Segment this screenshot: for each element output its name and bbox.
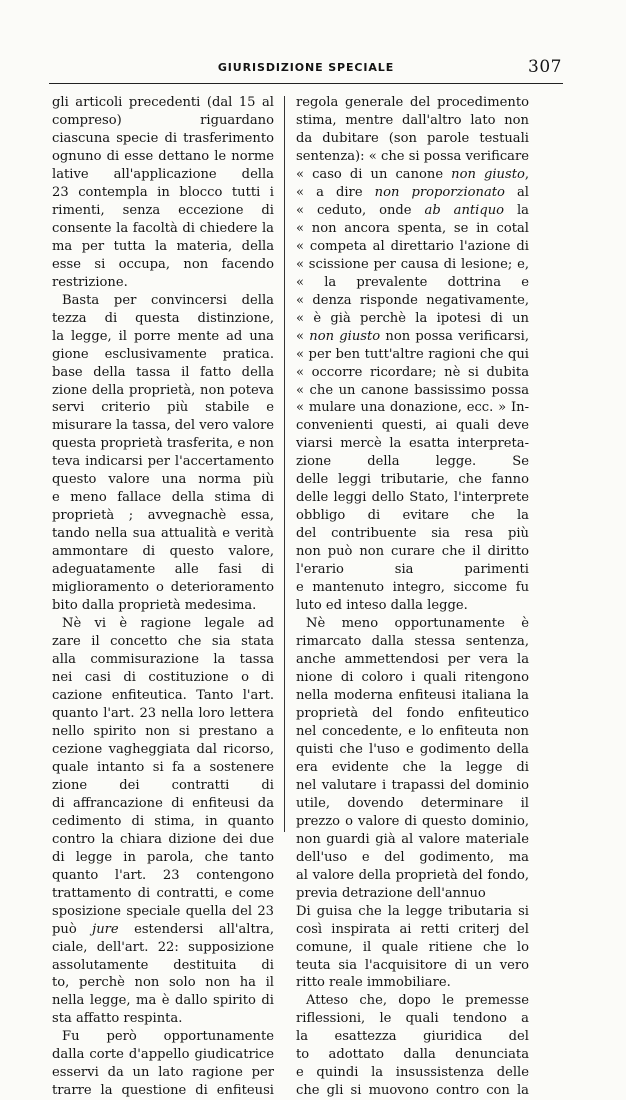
text-line: gli articoli precedenti (dal 15 al	[52, 95, 274, 110]
text-line: cedimento di stima, in quanto	[52, 813, 274, 829]
text-line: questa proprietà trasferita, e non	[52, 436, 274, 452]
text-line: ritto reale immobiliare.	[296, 975, 451, 991]
text-line: esservi da un lato ragione per	[52, 1065, 274, 1081]
text-line: ammontare di questo valore,	[52, 544, 274, 560]
text-line: utile, dovendo determinare il	[296, 795, 529, 811]
text-line: convenienti questi, ai quali deve	[296, 418, 529, 434]
text-line	[296, 328, 529, 346]
right-text-column	[296, 94, 529, 1100]
text-line: non guardi già al valore materiale	[296, 831, 529, 847]
text-line: e meno fallace della stima di	[52, 490, 274, 506]
text-line: nella legge, ma è dallo spirito di	[52, 993, 274, 1009]
text-line: riflessioni, le quali tendono a	[296, 1011, 529, 1027]
text-line: rimenti, senza eccezione di	[52, 202, 274, 218]
text-line: e quindi la insussistenza delle	[296, 1065, 529, 1081]
text-line: Nè meno opportunamente è	[306, 616, 529, 632]
text-line: teva indicarsi per l'accertamento	[52, 454, 274, 470]
text-line: nella moderna enfiteusi italiana la	[296, 687, 529, 703]
text-line: nei casi di costituzione o di	[52, 670, 274, 685]
text-line: del contribuente sia resa più	[296, 526, 529, 542]
text-line: Fu però opportunamente	[62, 1029, 274, 1045]
text-line: proprietà del fondo enfiteutico	[296, 705, 529, 721]
text-line: « competa al direttario l'azione di	[296, 238, 529, 254]
text-line: « per ben tutt'altre ragioni che qui	[296, 346, 529, 362]
text-line: nione di coloro i quali ritengono	[296, 670, 529, 685]
text-line: « non ancora spenta, se in cotal	[296, 220, 529, 236]
text-segment: estendersi all'altra,	[134, 921, 274, 937]
text-line	[296, 184, 529, 202]
text-line: cazione enfiteutica. Tanto l'art.	[52, 687, 274, 703]
text-line: miglioramento o deterioramento	[52, 580, 274, 596]
text-line: stima, mentre dall'altro lato non	[296, 112, 529, 128]
text-line: dell'uso e del godimento, ma	[296, 849, 529, 865]
left-text-column	[52, 94, 274, 1100]
text-line: « mulare una donazione, ecc. » In-	[296, 400, 529, 416]
text-line: teuta sia l'acquisitore di un vero	[296, 957, 529, 973]
text-line: e mantenuto integro, siccome fu	[296, 580, 529, 596]
text-segment: la	[516, 202, 529, 218]
text-line: Atteso che, dopo le premesse	[306, 993, 529, 1009]
text-line: quale intanto si fa a sostenere	[52, 759, 274, 775]
text-segment: « ceduto, onde	[296, 202, 425, 218]
text-line: trarre la questione di enfiteusi	[52, 1083, 274, 1099]
text-line: rimarcato dalla stessa sentenza,	[296, 634, 529, 650]
text-line: l'erario sia parimenti	[296, 562, 529, 578]
text-line: lative all'applicazione della	[52, 166, 274, 182]
text-line: obbligo di evitare che la	[296, 508, 529, 524]
text-line: Nè vi è ragione legale ad	[62, 616, 274, 632]
text-line: regola generale del procedimento	[296, 95, 529, 110]
text-line: « la prevalente dottrina e	[296, 274, 529, 290]
text-line: proprietà ; avvegnachè essa,	[52, 508, 274, 524]
text-line: Di guisa che la legge tributaria si	[296, 903, 529, 919]
text-line: Basta per convincersi della	[62, 292, 274, 308]
italic-segment: ab antiquo	[424, 202, 505, 218]
text-line: cezione vagheggiata dal ricorso,	[52, 741, 274, 757]
text-line: zione dei contratti di	[52, 777, 274, 793]
text-line: ma per tutta la materia, della	[52, 238, 274, 254]
text-line: zione della proprietà, non poteva	[52, 382, 274, 398]
text-segment: non possa verificarsi,	[385, 328, 529, 344]
text-segment: «	[296, 328, 310, 344]
text-line: zione della legge. Se	[296, 454, 529, 470]
text-line: to adottato dalla denunciata	[296, 1047, 529, 1063]
text-line: la esattezza giuridica del	[296, 1029, 529, 1045]
text-line: sta affatto respinta.	[52, 1011, 183, 1027]
text-segment: al	[516, 184, 529, 200]
text-line: ognuno di esse dettano le norme	[52, 148, 274, 164]
text-line: che gli si muovono contro con la	[296, 1083, 529, 1099]
text-line: di affrancazione di enfiteusi da	[52, 795, 274, 811]
text-line: consente la facoltà di chiedere la	[52, 220, 274, 236]
text-line: contro la chiara dizione dei due	[52, 831, 274, 847]
text-line: dalla corte d'appello giudicatrice	[52, 1047, 274, 1063]
text-line	[296, 166, 529, 184]
italic-segment: non giusto	[451, 166, 525, 182]
text-line: questo valore una norma più	[52, 472, 274, 488]
running-title: GIURISDIZIONE SPECIALE	[217, 61, 395, 74]
text-line: previa detrazione dell'annuo	[296, 885, 486, 901]
text-line: ciale, dell'art. 22: supposizione	[52, 939, 274, 955]
column-divider	[284, 96, 285, 832]
text-line: servi criterio più stabile e	[52, 400, 274, 416]
text-segment: ,	[524, 166, 529, 182]
page-number: 307	[528, 57, 562, 77]
text-line: base della tassa il fatto della	[52, 364, 274, 380]
text-line	[52, 921, 274, 939]
text-line: nello spirito non si prestano a	[52, 723, 274, 739]
text-segment: « a dire	[296, 184, 375, 200]
text-line: al valore della proprietà del fondo,	[296, 867, 529, 883]
text-line: compreso) riguardano	[52, 112, 274, 128]
text-line: non può non curare che il diritto	[296, 544, 529, 560]
text-line: quanto l'art. 23 contengono	[52, 867, 274, 883]
text-line: esse si occupa, non facendo	[52, 256, 274, 272]
text-line: di legge in parola, che tanto	[52, 849, 274, 865]
text-line: trattamento di contratti, e come	[52, 885, 274, 901]
text-line: alla commisurazione la tassa	[52, 652, 274, 668]
italic-segment: jure	[92, 921, 119, 937]
text-line: da dubitare (son parole testuali	[296, 130, 529, 146]
text-line: assolutamente destituita di	[52, 957, 274, 973]
italic-segment: non proporzionato	[374, 184, 505, 200]
text-line: adeguatamente alle fasi di	[52, 562, 274, 578]
text-line: bito dalla proprietà medesima.	[52, 598, 257, 614]
text-line: tezza di questa distinzione,	[52, 310, 274, 326]
text-line: « che un canone bassissimo possa	[296, 382, 529, 398]
text-line: nel valutare i trapassi del dominio	[296, 777, 529, 793]
italic-segment: non giusto	[309, 328, 381, 344]
text-segment: può	[52, 921, 93, 937]
text-line: quisti che l'uso e godimento della	[296, 741, 529, 757]
text-line: gione esclusivamente pratica.	[52, 346, 274, 362]
text-line: « denza risponde negativamente,	[296, 292, 529, 308]
text-line: 23 contempla in blocco tutti i	[52, 184, 274, 200]
text-line: « occorre ricordare; nè si dubita	[296, 364, 529, 380]
text-line: quanto l'art. 23 nella loro lettera	[52, 705, 274, 721]
text-line: anche ammettendosi per vera la	[296, 652, 529, 668]
text-line: così inspirata ai retti criterj del	[296, 921, 529, 937]
text-line: comune, il quale ritiene che lo	[296, 939, 529, 955]
text-segment: « caso di un canone	[296, 166, 452, 182]
text-line: viarsi mercè la esatta interpreta-	[296, 436, 529, 452]
running-header	[50, 57, 562, 81]
text-line: ciascuna specie di trasferimento	[52, 130, 274, 146]
text-line: prezzo o valore di questo dominio,	[296, 813, 529, 829]
text-line: « è già perchè la ipotesi di un	[296, 310, 529, 326]
text-line: zare il concetto che sia stata	[52, 634, 274, 650]
text-line: to, perchè non solo non ha il	[52, 975, 274, 991]
text-line: delle leggi tributarie, che fanno	[296, 472, 529, 488]
text-line: la legge, il porre mente ad una	[52, 328, 274, 344]
text-line: sentenza): « che si possa verificare	[296, 148, 529, 164]
text-line: misurare la tassa, del vero valore	[52, 418, 274, 434]
text-line: nel concedente, e lo enfiteuta non	[296, 723, 529, 739]
text-line: luto ed inteso dalla legge.	[296, 598, 468, 614]
text-line: delle leggi dello Stato, l'interprete	[296, 490, 529, 506]
text-line: sposizione speciale quella del 23	[52, 903, 274, 919]
text-line: era evidente che la legge di	[296, 759, 529, 775]
text-line: « scissione per causa di lesione; e,	[296, 256, 529, 272]
text-line: tando nella sua attualità e verità	[52, 526, 274, 542]
text-line: restrizione.	[52, 274, 128, 290]
header-rule	[49, 83, 563, 84]
text-line	[296, 202, 529, 220]
